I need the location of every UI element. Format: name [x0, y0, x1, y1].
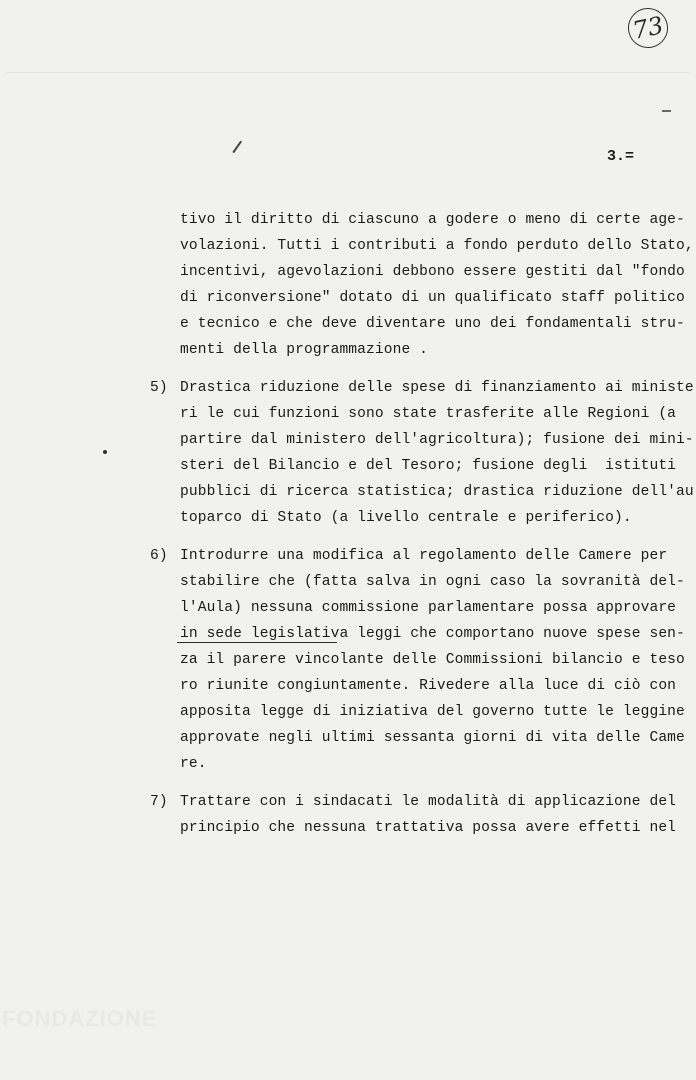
ink-dot: [103, 450, 107, 454]
text-line: principio che nessuna trattativa possa avere effetti nel: [180, 820, 677, 836]
text-line: volazioni. Tutti i contributi a fondo perduto dello Stato,: [180, 238, 694, 254]
item-number: 7): [150, 794, 168, 810]
text-line: in sede legislativa leggi che comportano nuove spese sen-: [180, 626, 685, 642]
text-line: toparco di Stato (a livello centrale e periferico).: [180, 510, 632, 526]
text-line: l'Aula) nessuna commissione parlamentare possa approvare: [180, 600, 677, 616]
text-line: approvate negli ultimi sessanta giorni di vita delle Came: [180, 730, 685, 746]
handwritten-underline: [177, 642, 337, 643]
text-line: partire dal ministero dell'agricoltura); fusione dei mini-: [180, 432, 694, 448]
text-line: za il parere vincolante delle Commissioni bilancio e teso: [180, 652, 685, 668]
text-line: e tecnico e che deve diventare uno dei fondamentali stru-: [180, 316, 685, 332]
pen-slash-mark: [232, 141, 241, 153]
text-line: incentivi, agevolazioni debbono essere gestiti dal "fondo: [180, 264, 685, 280]
item-number: 6): [150, 548, 168, 564]
text-line: ri le cui funzioni sono state trasferite alle Regioni (a: [180, 406, 677, 422]
text-line: apposita legge di iniziativa del governo tutte le leggine: [180, 704, 685, 720]
archive-page-number: 73: [624, 4, 671, 51]
text-line: Drastica riduzione delle spese di finanziamento ai ministe: [180, 380, 694, 396]
text-line: Introdurre una modifica al regolamento delle Camere per: [180, 548, 668, 564]
text-line: steri del Bilancio e del Tesoro; fusione degli istituti: [180, 458, 677, 474]
text-line: di riconversione" dotato di un qualificato staff politico: [180, 290, 685, 306]
text-line: re.: [180, 756, 207, 772]
page-number: 3.=: [607, 148, 635, 165]
text-line: pubblici di ricerca statistica; drastica riduzione dell'au: [180, 484, 694, 500]
text-line: ro riunite congiuntamente. Rivedere alla luce di ciò con: [180, 678, 677, 694]
archive-watermark-logo: [2, 1006, 157, 1032]
text-line: tivo il diritto di ciascuno a godere o meno di certe age-: [180, 212, 685, 228]
text-line: Trattare con i sindacati le modalità di applicazione del: [180, 794, 677, 810]
paper-crease: [5, 72, 689, 73]
text-line: menti della programmazione .: [180, 342, 429, 358]
item-number: 5): [150, 380, 168, 396]
text-line: stabilire che (fatta salva in ogni caso la sovranità del-: [180, 574, 685, 590]
pen-dash-mark: [662, 110, 671, 112]
